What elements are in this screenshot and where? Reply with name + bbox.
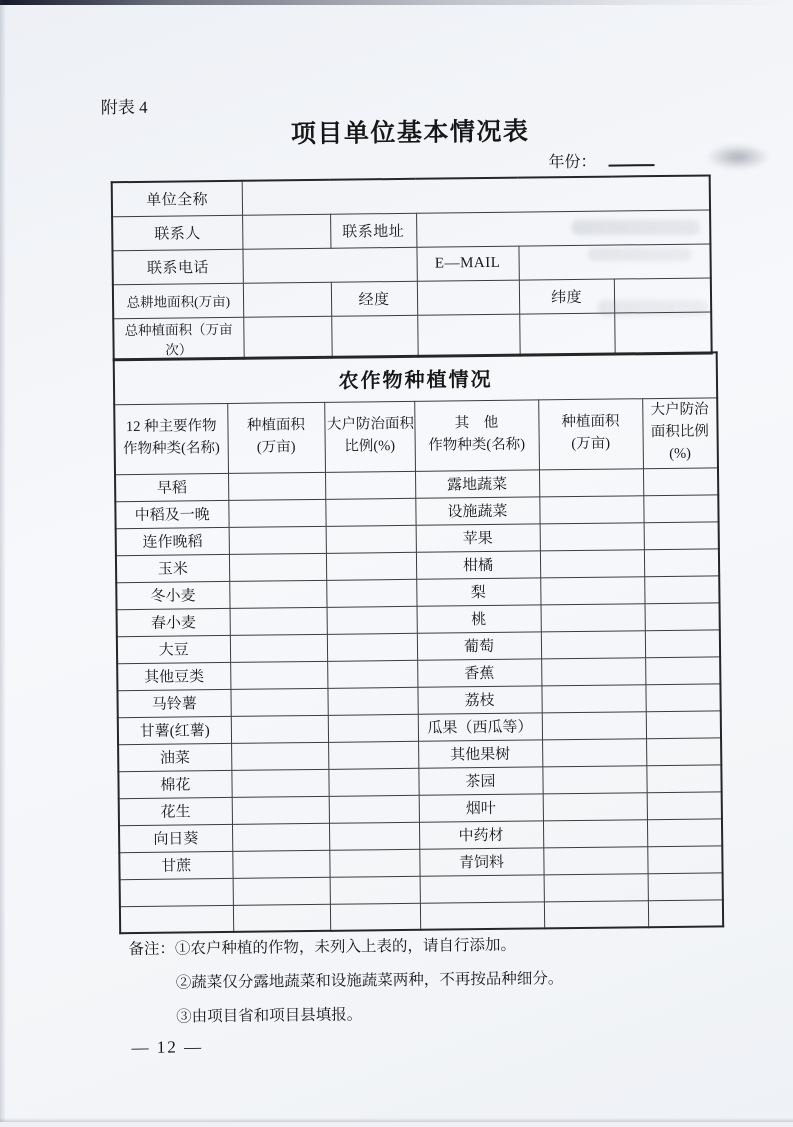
planting-area-value-cell	[417, 314, 519, 357]
area-value-cell-left	[232, 823, 329, 851]
arable-area-label: 总耕地面积(万亩)	[113, 283, 243, 318]
area-value-cell-left	[229, 580, 326, 608]
area-value-cell-left	[231, 742, 328, 770]
ratio-value-cell-left	[328, 768, 418, 796]
area-value-cell-left	[232, 796, 329, 824]
crop-row	[120, 899, 723, 933]
header-area-right-line2: (万亩)	[571, 435, 611, 453]
area-value-cell-left	[230, 688, 327, 716]
area-value-cell-left	[232, 850, 329, 878]
area-value-cell-right	[542, 711, 646, 739]
ratio-value-cell-right	[644, 575, 719, 603]
table-row	[114, 352, 718, 404]
header-ratio-right-line1: 大户防治	[650, 401, 709, 419]
email-label: E—MAIL	[416, 246, 518, 281]
crop-name-left: 花生	[119, 797, 232, 825]
unit-name-label: 单位全称	[112, 181, 242, 216]
area-value-cell-right	[542, 765, 646, 793]
area-value-cell-right	[540, 576, 644, 604]
area-value-cell-right	[543, 792, 647, 820]
area-value-cell-right	[540, 549, 644, 577]
crop-name-left	[120, 905, 233, 933]
year-field	[548, 148, 654, 172]
header-other-crops-line2: 作物种类(名称)	[428, 436, 526, 454]
area-value-cell-left	[233, 877, 330, 905]
ratio-value-cell-right	[644, 521, 719, 549]
notes-prefix: 备注：	[128, 940, 176, 959]
area-value-cell-right	[540, 522, 644, 550]
crop-name-left: 马铃薯	[117, 689, 230, 717]
area-value-cell-right	[541, 657, 645, 685]
contact-phone-label: 联系电话	[112, 249, 242, 284]
crop-name-right: 梨	[416, 577, 540, 605]
unit-name-value-cell	[242, 175, 710, 214]
arable-area-value-cell	[243, 282, 331, 317]
longitude-label: 经度	[331, 281, 417, 316]
note-line-3: ③由项目省和项目县填报。	[176, 1006, 363, 1026]
area-value-cell-left	[228, 499, 325, 527]
ratio-value-cell-right	[645, 602, 720, 630]
ratio-value-cell-left	[329, 795, 419, 823]
crop-name-right: 苹果	[416, 523, 540, 551]
crop-name-left: 冬小麦	[116, 581, 229, 609]
crop-name-left: 甘薯(红薯)	[118, 716, 231, 744]
ratio-value-cell-right	[647, 818, 722, 846]
area-value-cell-left	[229, 553, 326, 581]
crop-name-left: 甘蔗	[119, 851, 232, 879]
note-line-1	[128, 930, 738, 959]
ratio-value-cell-right	[648, 899, 723, 927]
area-value-cell-left	[231, 715, 328, 743]
area-value-cell-right	[539, 495, 643, 523]
crop-name-left: 大豆	[117, 635, 230, 663]
crop-name-left: 棉花	[118, 770, 231, 798]
crop-name-right: 茶园	[418, 766, 542, 794]
area-value-cell-left	[229, 526, 326, 554]
crops-section-title: 农作物种植情况	[114, 352, 718, 404]
header-main-crops	[114, 403, 228, 474]
ratio-value-cell-right	[646, 737, 721, 765]
ratio-value-cell-left	[328, 741, 418, 769]
area-value-cell-left	[228, 472, 325, 500]
ratio-value-cell-left	[327, 633, 417, 661]
ratio-value-cell-left	[329, 849, 419, 877]
header-area-left-line1: 种植面积	[246, 417, 306, 434]
latitude-label: 纬度	[519, 279, 614, 314]
ratio-value-cell-left	[327, 660, 417, 688]
contact-phone-value-cell	[242, 247, 416, 283]
page-title: 项目单位基本情况表	[290, 118, 530, 149]
crop-name-left: 其他豆类	[117, 662, 230, 690]
ratio-value-cell-left	[326, 552, 416, 580]
ratio-value-cell-left	[325, 471, 415, 499]
ratio-value-cell-left	[327, 606, 417, 634]
area-value-cell-right	[541, 684, 645, 712]
ratio-value-cell-right	[647, 845, 722, 873]
table-row	[114, 397, 718, 474]
crop-name-left: 连作晚稻	[116, 527, 229, 555]
area-value-cell-left	[230, 607, 327, 635]
crop-name-right: 桃	[417, 604, 541, 632]
ratio-value-cell-right	[645, 683, 720, 711]
crop-name-right	[420, 901, 544, 929]
ratio-value-cell-right	[648, 872, 723, 900]
area-value-cell-right	[543, 846, 647, 874]
ratio-value-cell-left	[328, 714, 418, 742]
appendix-label: 附表 4	[100, 97, 148, 118]
contact-person-label: 联系人	[112, 215, 242, 250]
year-label: 年份：	[548, 153, 597, 172]
contact-person-value-cell	[242, 214, 330, 249]
crop-name-left: 向日葵	[119, 824, 232, 852]
note-item: ①农户种植的作物，未列入上表的，请自行添加。	[174, 936, 517, 958]
ratio-value-cell-left	[329, 822, 419, 850]
planting-area-value-cell	[331, 315, 417, 357]
crop-name-right: 瓜果（西瓜等）	[418, 712, 542, 740]
crop-name-right: 中药材	[419, 820, 543, 848]
ratio-value-cell-left	[326, 525, 416, 553]
area-value-cell-right	[544, 900, 648, 928]
ratio-value-cell-left	[325, 498, 415, 526]
crop-name-left: 玉米	[116, 554, 229, 582]
email-value-cell	[518, 243, 710, 279]
crop-name-left: 中稻及一晚	[115, 500, 228, 528]
header-area-left-line2: (万亩)	[256, 439, 296, 456]
planting-area-value-cell	[243, 316, 331, 358]
planting-area-label: 总种植面积（万亩次）	[113, 317, 243, 360]
header-ratio-left-line1: 大户防治面积	[326, 416, 415, 434]
ratio-value-cell-left	[326, 579, 416, 607]
header-main-crops-line1: 12 种主要作物	[125, 418, 217, 436]
note-line-2: ②蔬菜仅分露地蔬菜和设施蔬菜两种，不再按品种细分。	[175, 970, 564, 992]
header-ratio-right	[642, 397, 718, 468]
header-area-right-line1: 种植面积	[561, 413, 620, 431]
crop-name-right: 设施蔬菜	[415, 496, 539, 524]
header-ratio-left-line2: 比例(%)	[344, 438, 396, 455]
ratio-value-cell-right	[645, 656, 720, 684]
ratio-value-cell-left	[327, 687, 417, 715]
crop-name-left	[120, 878, 233, 906]
crop-name-right: 烟叶	[419, 793, 543, 821]
crop-name-right: 荔枝	[417, 685, 541, 713]
header-ratio-left	[324, 401, 415, 472]
header-other-crops	[414, 399, 539, 470]
latitude-value-cell	[614, 277, 711, 312]
crop-name-right: 香蕉	[417, 658, 541, 686]
crops-table	[113, 351, 725, 934]
area-value-cell-right	[544, 873, 648, 901]
area-value-cell-right	[541, 630, 645, 658]
area-value-cell-left	[230, 634, 327, 662]
header-area-left	[227, 402, 325, 473]
contact-address-value-cell	[416, 209, 710, 246]
year-blank-underline	[608, 150, 654, 167]
header-ratio-right-line3: (%)	[669, 445, 692, 462]
notes-block	[128, 930, 739, 1039]
planting-area-value-cell	[519, 313, 614, 356]
area-value-cell-right	[539, 468, 643, 496]
crop-name-right: 其他果树	[418, 739, 542, 767]
planting-area-value-cell	[614, 311, 711, 354]
ratio-value-cell-left	[330, 903, 420, 931]
area-value-cell-right	[542, 738, 646, 766]
crop-name-left: 油菜	[118, 743, 231, 771]
header-area-right	[538, 398, 643, 469]
ratio-value-cell-left	[330, 876, 420, 904]
area-value-cell-left	[231, 769, 328, 797]
longitude-value-cell	[417, 280, 519, 315]
header-main-crops-line2: 作物种类(名称)	[123, 440, 220, 458]
ratio-value-cell-right	[643, 467, 718, 495]
area-value-cell-left	[233, 904, 330, 932]
crop-name-right: 露地蔬菜	[415, 469, 539, 497]
ratio-value-cell-right	[646, 764, 721, 792]
crop-name-left: 早稻	[115, 473, 228, 501]
crop-name-left: 春小麦	[117, 608, 230, 636]
ratio-value-cell-right	[646, 710, 721, 738]
unit-info-table	[111, 174, 713, 360]
area-value-cell-right	[541, 603, 645, 631]
ratio-value-cell-right	[643, 494, 718, 522]
header-ratio-right-line2: 面积比例	[650, 423, 709, 441]
header-other-crops-line1: 其 他	[454, 415, 499, 432]
crop-name-right	[420, 874, 544, 902]
area-value-cell-left	[230, 661, 327, 689]
ratio-value-cell-right	[647, 791, 722, 819]
crop-name-right: 青饲料	[419, 847, 543, 875]
area-value-cell-right	[543, 819, 647, 847]
contact-address-label: 联系地址	[330, 213, 416, 248]
page-number: — 12 —	[131, 1037, 204, 1058]
ratio-value-cell-right	[644, 548, 719, 576]
ratio-value-cell-right	[645, 629, 720, 657]
crop-name-right: 葡萄	[417, 631, 541, 659]
crop-name-right: 柑橘	[416, 550, 540, 578]
